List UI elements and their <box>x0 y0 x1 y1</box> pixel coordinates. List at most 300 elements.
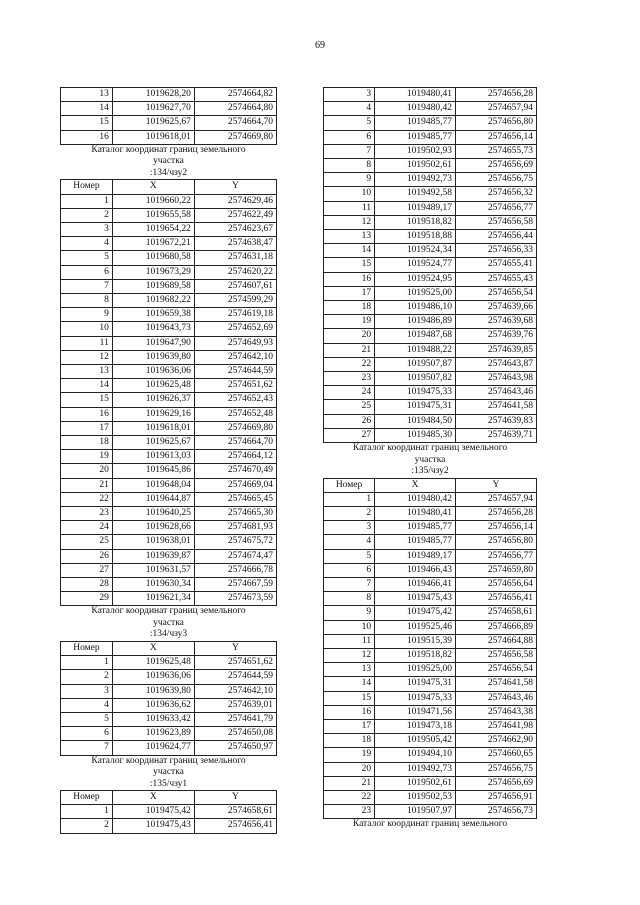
y-cell: 2574639,85 <box>456 343 537 357</box>
x-cell: 1019480,42 <box>375 102 456 116</box>
point-number-cell: 20 <box>324 762 375 776</box>
y-cell: 2574662,90 <box>456 734 537 748</box>
table-row <box>324 649 537 663</box>
point-number-cell: 23 <box>324 805 375 819</box>
caption-line: :134/чзу3 <box>149 629 188 640</box>
point-number-cell: 1 <box>324 492 375 506</box>
catalog-caption <box>60 606 277 641</box>
point-number-cell: 25 <box>61 535 113 549</box>
x-cell: 1019485,77 <box>375 130 456 144</box>
x-cell: 1019644,87 <box>112 492 194 506</box>
table-row <box>324 791 537 805</box>
y-cell: 2574651,62 <box>194 656 276 670</box>
table-row <box>324 720 537 734</box>
catalog-caption <box>60 756 277 791</box>
table-row <box>324 549 537 563</box>
y-cell: 2574656,73 <box>456 805 537 819</box>
catalog-caption <box>60 145 277 180</box>
x-cell: 1019505,42 <box>375 734 456 748</box>
x-cell: 1019473,18 <box>375 720 456 734</box>
point-number-cell: 5 <box>61 712 113 726</box>
y-cell: 2574638,47 <box>194 237 276 251</box>
x-cell: 1019525,00 <box>375 663 456 677</box>
x-cell: 1019672,21 <box>112 237 194 251</box>
table-row <box>324 705 537 719</box>
coordinate-table <box>323 478 537 820</box>
point-number-cell: 18 <box>324 301 375 315</box>
table-row <box>324 663 537 677</box>
point-number-cell: 16 <box>61 130 113 144</box>
y-cell: 2574664,12 <box>194 450 276 464</box>
x-cell: 1019485,30 <box>375 428 456 442</box>
header-y: Y <box>194 641 276 655</box>
table-row <box>61 563 277 577</box>
x-cell: 1019625,48 <box>112 379 194 393</box>
point-number-cell: 27 <box>61 563 113 577</box>
point-number-cell: 11 <box>324 634 375 648</box>
x-cell: 1019629,16 <box>112 407 194 421</box>
point-number-cell: 2 <box>61 670 113 684</box>
table-row <box>61 712 277 726</box>
table-row <box>324 201 537 215</box>
y-cell: 2574656,77 <box>456 201 537 215</box>
y-cell: 2574641,58 <box>456 677 537 691</box>
table-row <box>324 563 537 577</box>
table-row <box>61 450 277 464</box>
y-cell: 2574599,29 <box>194 293 276 307</box>
point-number-cell: 13 <box>61 364 113 378</box>
left-column <box>60 87 277 834</box>
point-number-cell: 13 <box>61 88 113 102</box>
table-row <box>324 88 537 102</box>
x-cell: 1019680,58 <box>112 251 194 265</box>
table-row <box>324 173 537 187</box>
x-cell: 1019625,48 <box>112 656 194 670</box>
table-row <box>61 521 277 535</box>
point-number-cell: 4 <box>61 698 113 712</box>
point-number-cell: 9 <box>324 606 375 620</box>
point-number-cell: 8 <box>61 293 113 307</box>
x-cell: 1019639,80 <box>112 350 194 364</box>
point-number-cell: 6 <box>324 563 375 577</box>
table-row <box>61 670 277 684</box>
y-cell: 2574669,80 <box>194 130 276 144</box>
table-row <box>324 386 537 400</box>
point-number-cell: 18 <box>324 734 375 748</box>
header-number: Номер <box>324 478 375 492</box>
point-number-cell: 2 <box>61 819 113 833</box>
table-row <box>324 315 537 329</box>
x-cell: 1019636,06 <box>112 670 194 684</box>
header-y: Y <box>194 791 276 805</box>
y-cell: 2574652,48 <box>194 407 276 421</box>
point-number-cell: 10 <box>324 187 375 201</box>
y-cell: 2574664,70 <box>194 116 276 130</box>
table-row <box>61 88 277 102</box>
y-cell: 2574656,28 <box>456 88 537 102</box>
y-cell: 2574664,80 <box>194 102 276 116</box>
x-cell: 1019518,82 <box>375 215 456 229</box>
x-cell: 1019487,68 <box>375 329 456 343</box>
table-row <box>61 478 277 492</box>
x-cell: 1019673,29 <box>112 265 194 279</box>
x-cell: 1019636,62 <box>112 698 194 712</box>
point-number-cell: 28 <box>61 578 113 592</box>
table-row <box>61 535 277 549</box>
x-cell: 1019502,53 <box>375 791 456 805</box>
table-row <box>61 364 277 378</box>
point-number-cell: 1 <box>61 656 113 670</box>
caption-line: :135/чзу2 <box>411 466 449 477</box>
y-cell: 2574675,72 <box>194 535 276 549</box>
table-row <box>324 258 537 272</box>
point-number-cell: 5 <box>324 549 375 563</box>
y-cell: 2574656,44 <box>456 230 537 244</box>
x-cell: 1019471,56 <box>375 705 456 719</box>
table-row <box>324 159 537 173</box>
point-number-cell: 6 <box>61 265 113 279</box>
point-number-cell: 14 <box>61 379 113 393</box>
y-cell: 2574652,43 <box>194 393 276 407</box>
x-cell: 1019486,10 <box>375 301 456 315</box>
table-row <box>324 414 537 428</box>
x-cell: 1019643,73 <box>112 322 194 336</box>
point-number-cell: 12 <box>324 215 375 229</box>
table-row <box>324 578 537 592</box>
table-row <box>324 506 537 520</box>
x-cell: 1019524,95 <box>375 272 456 286</box>
x-cell: 1019628,66 <box>112 521 194 535</box>
point-number-cell: 12 <box>324 649 375 663</box>
y-cell: 2574641,79 <box>194 712 276 726</box>
point-number-cell: 15 <box>61 116 113 130</box>
table-row <box>324 620 537 634</box>
header-x: X <box>112 641 194 655</box>
point-number-cell: 24 <box>61 521 113 535</box>
table-row <box>324 102 537 116</box>
x-cell: 1019618,01 <box>112 130 194 144</box>
x-cell: 1019475,31 <box>375 400 456 414</box>
point-number-cell: 27 <box>324 428 375 442</box>
caption-line: Каталог координат границ земельного <box>91 606 246 617</box>
point-number-cell: 8 <box>324 159 375 173</box>
point-number-cell: 3 <box>61 684 113 698</box>
table-row <box>324 748 537 762</box>
y-cell: 2574656,14 <box>456 521 537 535</box>
y-cell: 2574656,28 <box>456 506 537 520</box>
y-cell: 2574656,14 <box>456 130 537 144</box>
y-cell: 2574655,41 <box>456 258 537 272</box>
x-cell: 1019647,90 <box>112 336 194 350</box>
point-number-cell: 22 <box>61 492 113 506</box>
x-cell: 1019480,42 <box>375 492 456 506</box>
point-number-cell: 9 <box>324 173 375 187</box>
point-number-cell: 5 <box>61 251 113 265</box>
y-cell: 2574631,18 <box>194 251 276 265</box>
table-row <box>324 144 537 158</box>
point-number-cell: 13 <box>324 663 375 677</box>
y-cell: 2574639,01 <box>194 698 276 712</box>
x-cell: 1019626,37 <box>112 393 194 407</box>
table-row <box>61 130 277 144</box>
x-cell: 1019486,89 <box>375 315 456 329</box>
y-cell: 2574656,58 <box>456 215 537 229</box>
table-row <box>324 634 537 648</box>
x-cell: 1019660,22 <box>112 194 194 208</box>
y-cell: 2574681,93 <box>194 521 276 535</box>
x-cell: 1019507,87 <box>375 357 456 371</box>
table-row <box>324 521 537 535</box>
header-x: X <box>112 180 194 194</box>
table-row <box>61 727 277 741</box>
y-cell: 2574656,41 <box>456 592 537 606</box>
y-cell: 2574643,46 <box>456 386 537 400</box>
y-cell: 2574644,59 <box>194 364 276 378</box>
x-cell: 1019492,58 <box>375 187 456 201</box>
point-number-cell: 14 <box>61 102 113 116</box>
y-cell: 2574642,10 <box>194 350 276 364</box>
y-cell: 2574650,97 <box>194 741 276 755</box>
table-row <box>61 393 277 407</box>
table-row <box>324 272 537 286</box>
table-header-row <box>61 641 277 655</box>
y-cell: 2574642,10 <box>194 684 276 698</box>
x-cell: 1019475,33 <box>375 691 456 705</box>
y-cell: 2574655,43 <box>456 272 537 286</box>
y-cell: 2574658,61 <box>456 606 537 620</box>
y-cell: 2574656,69 <box>456 776 537 790</box>
page-number: 69 <box>315 40 325 51</box>
coordinate-table <box>60 790 277 834</box>
table-row <box>61 350 277 364</box>
x-cell: 1019485,77 <box>375 521 456 535</box>
y-cell: 2574656,75 <box>456 173 537 187</box>
x-cell: 1019507,82 <box>375 372 456 386</box>
y-cell: 2574652,69 <box>194 322 276 336</box>
point-number-cell: 23 <box>324 372 375 386</box>
x-cell: 1019507,97 <box>375 805 456 819</box>
point-number-cell: 3 <box>61 222 113 236</box>
table-row <box>324 215 537 229</box>
y-cell: 2574656,33 <box>456 244 537 258</box>
x-cell: 1019648,04 <box>112 478 194 492</box>
y-cell: 2574656,32 <box>456 187 537 201</box>
y-cell: 2574655,73 <box>456 144 537 158</box>
x-cell: 1019518,82 <box>375 649 456 663</box>
point-number-cell: 2 <box>61 208 113 222</box>
table-row <box>324 492 537 506</box>
table-row <box>324 592 537 606</box>
y-cell: 2574665,45 <box>194 492 276 506</box>
x-cell: 1019524,34 <box>375 244 456 258</box>
right-column <box>323 87 537 831</box>
header-y: Y <box>194 180 276 194</box>
x-cell: 1019488,22 <box>375 343 456 357</box>
y-cell: 2574639,83 <box>456 414 537 428</box>
point-number-cell: 24 <box>324 386 375 400</box>
y-cell: 2574657,94 <box>456 492 537 506</box>
y-cell: 2574659,80 <box>456 563 537 577</box>
point-number-cell: 19 <box>61 450 113 464</box>
table-row <box>324 606 537 620</box>
point-number-cell: 17 <box>324 720 375 734</box>
table-row <box>61 279 277 293</box>
table-row <box>61 102 277 116</box>
table-row <box>61 116 277 130</box>
x-cell: 1019475,42 <box>112 805 194 819</box>
y-cell: 2574643,38 <box>456 705 537 719</box>
x-cell: 1019639,87 <box>112 549 194 563</box>
x-cell: 1019502,61 <box>375 776 456 790</box>
point-number-cell: 11 <box>61 336 113 350</box>
point-number-cell: 16 <box>324 272 375 286</box>
x-cell: 1019638,01 <box>112 535 194 549</box>
y-cell: 2574607,61 <box>194 279 276 293</box>
y-cell: 2574641,58 <box>456 400 537 414</box>
x-cell: 1019524,77 <box>375 258 456 272</box>
y-cell: 2574643,46 <box>456 691 537 705</box>
x-cell: 1019631,57 <box>112 563 194 577</box>
y-cell: 2574644,59 <box>194 670 276 684</box>
coordinate-table <box>60 641 277 756</box>
x-cell: 1019645,86 <box>112 464 194 478</box>
point-number-cell: 1 <box>61 805 113 819</box>
point-number-cell: 12 <box>61 350 113 364</box>
y-cell: 2574656,69 <box>456 159 537 173</box>
x-cell: 1019475,31 <box>375 677 456 691</box>
x-cell: 1019525,46 <box>375 620 456 634</box>
table-row <box>61 251 277 265</box>
point-number-cell: 16 <box>61 407 113 421</box>
y-cell: 2574639,76 <box>456 329 537 343</box>
table-row <box>61 222 277 236</box>
table-row <box>61 336 277 350</box>
point-number-cell: 22 <box>324 357 375 371</box>
y-cell: 2574650,08 <box>194 727 276 741</box>
table-row <box>61 208 277 222</box>
y-cell: 2574656,80 <box>456 116 537 130</box>
y-cell: 2574666,89 <box>456 620 537 634</box>
x-cell: 1019518,88 <box>375 230 456 244</box>
point-number-cell: 13 <box>324 230 375 244</box>
table-header-row <box>324 478 537 492</box>
caption-line: :134/чзу2 <box>149 167 188 178</box>
table-header-row <box>61 180 277 194</box>
y-cell: 2574656,77 <box>456 549 537 563</box>
x-cell: 1019466,41 <box>375 578 456 592</box>
table-row <box>324 677 537 691</box>
table-row <box>61 322 277 336</box>
y-cell: 2574643,98 <box>456 372 537 386</box>
x-cell: 1019624,77 <box>112 741 194 755</box>
table-row <box>324 428 537 442</box>
caption-line: участка <box>153 767 184 778</box>
caption-line: участка <box>153 156 184 167</box>
y-cell: 2574660,65 <box>456 748 537 762</box>
y-cell: 2574639,66 <box>456 301 537 315</box>
x-cell: 1019475,43 <box>112 819 194 833</box>
table-row <box>61 293 277 307</box>
x-cell: 1019636,06 <box>112 364 194 378</box>
x-cell: 1019630,34 <box>112 578 194 592</box>
x-cell: 1019466,43 <box>375 563 456 577</box>
coordinate-table-continued <box>323 87 537 443</box>
point-number-cell: 2 <box>324 506 375 520</box>
x-cell: 1019492,73 <box>375 173 456 187</box>
y-cell: 2574656,58 <box>456 649 537 663</box>
point-number-cell: 21 <box>324 343 375 357</box>
table-row <box>324 762 537 776</box>
point-number-cell: 19 <box>324 315 375 329</box>
x-cell: 1019485,77 <box>375 535 456 549</box>
x-cell: 1019618,01 <box>112 421 194 435</box>
table-row <box>61 592 277 606</box>
table-row <box>61 805 277 819</box>
header-number: Номер <box>61 791 113 805</box>
table-row <box>61 308 277 322</box>
catalog-caption <box>323 443 537 478</box>
y-cell: 2574673,59 <box>194 592 276 606</box>
point-number-cell: 5 <box>324 116 375 130</box>
table-row <box>61 265 277 279</box>
x-cell: 1019502,61 <box>375 159 456 173</box>
y-cell: 2574649,93 <box>194 336 276 350</box>
table-row <box>61 741 277 755</box>
y-cell: 2574656,91 <box>456 791 537 805</box>
y-cell: 2574665,30 <box>194 506 276 520</box>
y-cell: 2574657,94 <box>456 102 537 116</box>
table-row <box>324 230 537 244</box>
x-cell: 1019627,70 <box>112 102 194 116</box>
point-number-cell: 15 <box>61 393 113 407</box>
point-number-cell: 15 <box>324 691 375 705</box>
table-row <box>61 656 277 670</box>
x-cell: 1019639,80 <box>112 684 194 698</box>
y-cell: 2574658,61 <box>194 805 276 819</box>
y-cell: 2574656,75 <box>456 762 537 776</box>
point-number-cell: 4 <box>324 102 375 116</box>
y-cell: 2574667,59 <box>194 578 276 592</box>
x-cell: 1019654,22 <box>112 222 194 236</box>
x-cell: 1019475,43 <box>375 592 456 606</box>
point-number-cell: 7 <box>61 741 113 755</box>
x-cell: 1019475,33 <box>375 386 456 400</box>
y-cell: 2574664,70 <box>194 435 276 449</box>
caption-line: Каталог координат границ земельного <box>352 819 508 830</box>
point-number-cell: 14 <box>324 677 375 691</box>
point-number-cell: 21 <box>61 478 113 492</box>
y-cell: 2574669,80 <box>194 421 276 435</box>
x-cell: 1019682,22 <box>112 293 194 307</box>
point-number-cell: 21 <box>324 776 375 790</box>
x-cell: 1019484,50 <box>375 414 456 428</box>
point-number-cell: 23 <box>61 506 113 520</box>
y-cell: 2574629,46 <box>194 194 276 208</box>
caption-line: участка <box>153 617 184 628</box>
point-number-cell: 17 <box>324 286 375 300</box>
table-row <box>324 187 537 201</box>
x-cell: 1019502,93 <box>375 144 456 158</box>
x-cell: 1019621,34 <box>112 592 194 606</box>
x-cell: 1019480,41 <box>375 88 456 102</box>
point-number-cell: 10 <box>324 620 375 634</box>
caption-line: Каталог координат границ земельного <box>91 755 246 766</box>
point-number-cell: 7 <box>324 578 375 592</box>
x-cell: 1019689,58 <box>112 279 194 293</box>
table-row <box>61 237 277 251</box>
y-cell: 2574643,87 <box>456 357 537 371</box>
table-row <box>324 116 537 130</box>
